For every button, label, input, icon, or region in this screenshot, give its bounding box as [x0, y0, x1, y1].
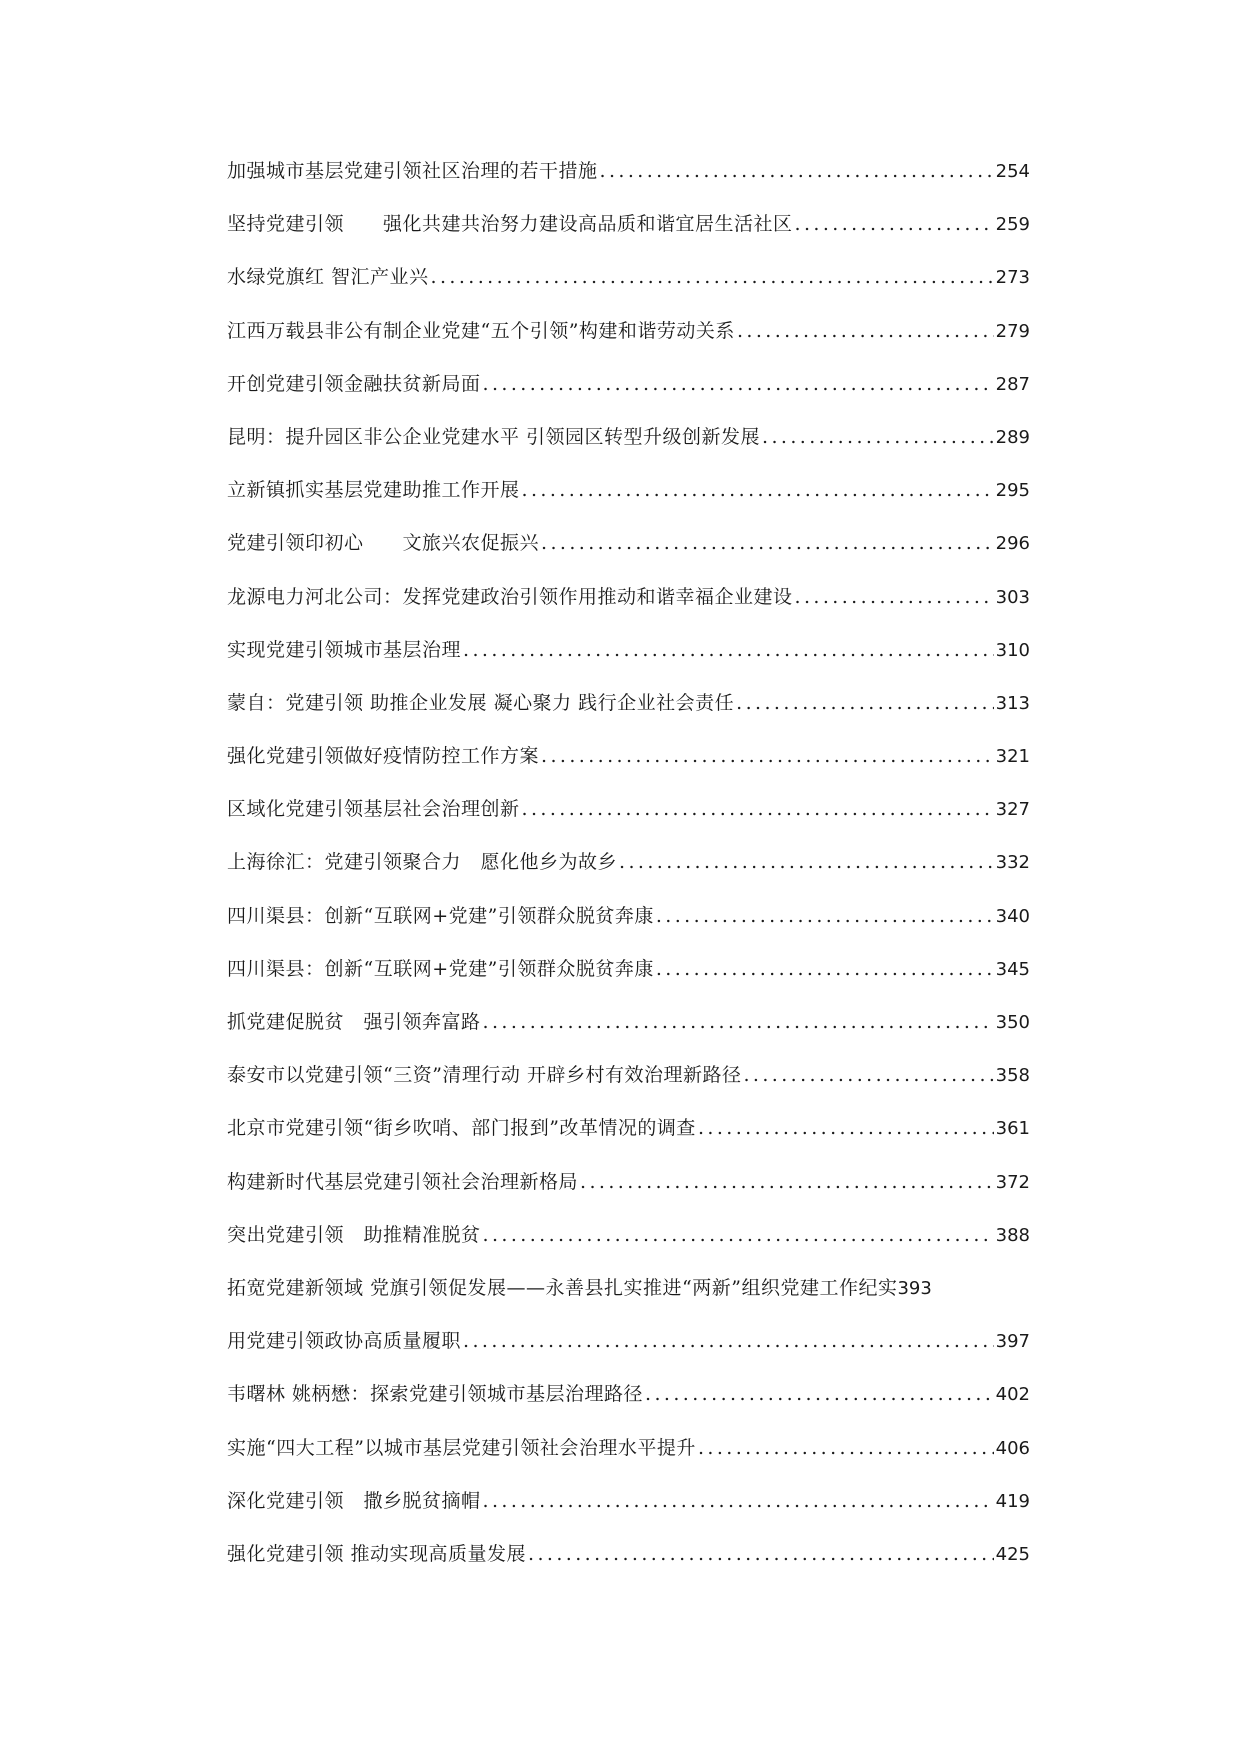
- toc-dot-leader: [656, 901, 994, 931]
- toc-dot-leader: [795, 209, 994, 239]
- toc-entry-page: 289: [995, 426, 1030, 448]
- toc-entry[interactable]: [227, 209, 1030, 262]
- toc-entry[interactable]: [227, 422, 1030, 475]
- toc-entry[interactable]: [227, 582, 1030, 635]
- toc-dot-leader: [463, 635, 994, 665]
- toc-entry-title: 实施“四大工程”以城市基层党建引领社会治理水平提升: [227, 1436, 696, 1459]
- toc-entry-page: 350: [995, 1012, 1030, 1033]
- toc-dot-leader: [619, 847, 994, 877]
- toc-entry-title: 蒙自：党建引领 助推企业发展 凝心聚力 践行企业社会责任: [227, 691, 735, 714]
- toc-dot-leader: [698, 1113, 994, 1143]
- toc-entry-page: 287: [995, 373, 1030, 395]
- toc-entry-page: 296: [995, 533, 1030, 555]
- toc-entry[interactable]: [227, 1486, 1030, 1539]
- toc-entry[interactable]: [227, 1007, 1030, 1060]
- toc-dot-leader: [762, 422, 994, 452]
- toc-dot-leader: [528, 1539, 994, 1569]
- toc-dot-leader: [483, 1486, 994, 1516]
- toc-entry[interactable]: [227, 316, 1030, 369]
- toc-entry-page: 332: [995, 852, 1030, 874]
- toc-entry[interactable]: [227, 794, 1030, 847]
- toc-dot-leader: [483, 1007, 994, 1037]
- toc-entry-title: 坚持党建引领 强化共建共治努力建设高品质和谐宜居生活社区: [227, 213, 793, 236]
- toc-entry[interactable]: [227, 688, 1030, 741]
- toc-entry-page: 425: [995, 1543, 1030, 1565]
- toc-entry-page: 295: [995, 480, 1030, 502]
- toc-dot-leader: [580, 1167, 994, 1197]
- toc-entry-page: 254: [995, 161, 1030, 182]
- toc-dot-leader: [541, 741, 994, 771]
- toc-dot-leader: [541, 528, 994, 558]
- toc-entry[interactable]: [227, 262, 1030, 315]
- toc-dot-leader: [737, 316, 994, 346]
- toc-entry-title: 水绿党旗红 智汇产业兴: [227, 266, 429, 289]
- toc-entry-title: 实现党建引领城市基层治理: [227, 638, 462, 661]
- toc-entry[interactable]: [227, 369, 1030, 422]
- toc-entry-page: 358: [995, 1065, 1030, 1087]
- toc-dot-leader: [522, 794, 994, 824]
- toc-entry[interactable]: [227, 475, 1030, 528]
- toc-dot-leader: [483, 1220, 994, 1250]
- toc-entry-page: 321: [995, 746, 1030, 768]
- toc-entry-page: 393: [897, 1277, 932, 1299]
- toc-entry[interactable]: [227, 1379, 1030, 1432]
- toc-entry-title: 泰安市以党建引领“三资”清理行动 开辟乡村有效治理新路径: [227, 1064, 742, 1087]
- toc-entry-title: 韦曙林 姚柄懋：探索党建引领城市基层治理路径: [227, 1383, 644, 1406]
- toc-entry[interactable]: [227, 1273, 1030, 1326]
- toc-entry-page: 361: [995, 1118, 1030, 1140]
- toc-entry-page: 372: [995, 1171, 1030, 1193]
- toc-entry-title: 用党建引领政协高质量履职: [227, 1330, 462, 1353]
- toc-entry-title: 北京市党建引领“街乡吹哨、部门报到”改革情况的调查: [227, 1117, 696, 1140]
- toc-entry-title: 深化党建引领 撒乡脱贫摘帽: [227, 1489, 481, 1512]
- toc-dot-leader: [743, 1060, 993, 1090]
- toc-entry[interactable]: [227, 1060, 1030, 1113]
- toc-entry-title: 突出党建引领 助推精准脱贫: [227, 1223, 481, 1246]
- toc-entry[interactable]: [227, 156, 1030, 209]
- toc-entry[interactable]: [227, 1167, 1030, 1220]
- toc-entry-page: 388: [995, 1224, 1030, 1246]
- toc-entry-title: 加强城市基层党建引领社区治理的若干措施: [227, 160, 598, 182]
- toc-entry-title: 龙源电力河北公司：发挥党建政治引领作用推动和谐幸福企业建设: [227, 585, 793, 608]
- toc-entry-page: 419: [995, 1490, 1030, 1512]
- toc-entry[interactable]: [227, 954, 1030, 1007]
- toc-entry-page: 402: [995, 1384, 1030, 1406]
- toc-entry-page: 273: [995, 267, 1030, 289]
- toc-entry-page: 313: [995, 692, 1030, 714]
- toc-dot-leader: [698, 1433, 994, 1463]
- toc-entry[interactable]: [227, 1220, 1030, 1273]
- toc-entry[interactable]: [227, 741, 1030, 794]
- toc-dot-leader: [795, 582, 994, 612]
- toc-entry[interactable]: [227, 1113, 1030, 1166]
- toc-entry-page: 310: [995, 639, 1030, 661]
- toc-entry-page: 340: [995, 905, 1030, 927]
- toc-entry-page: 397: [995, 1331, 1030, 1353]
- toc-entry-page: 259: [995, 214, 1030, 236]
- toc-entry-page: 303: [995, 586, 1030, 608]
- toc-entry-title: 抓党建促脱贫 强引领奔富路: [227, 1011, 481, 1033]
- toc-entry-title: 立新镇抓实基层党建助推工作开展: [227, 479, 520, 502]
- toc-entry-title: 构建新时代基层党建引领社会治理新格局: [227, 1170, 579, 1193]
- toc-entry[interactable]: [227, 901, 1030, 954]
- toc-entry-title: 拓宽党建新领域 党旗引领促发展——永善县扎实推进“两新”组织党建工作纪实: [227, 1276, 898, 1299]
- toc-dot-leader: [431, 262, 994, 292]
- toc-entry-title: 江西万载县非公有制企业党建“五个引领”构建和谐劳动关系: [227, 319, 735, 342]
- toc-dot-leader: [522, 475, 994, 505]
- toc-entry[interactable]: [227, 1433, 1030, 1486]
- toc-entry-page: 327: [995, 799, 1030, 821]
- toc-entry-title: 强化党建引领 推动实现高质量发展: [227, 1542, 527, 1565]
- table-of-contents: [227, 156, 1030, 1592]
- toc-entry[interactable]: [227, 635, 1030, 688]
- toc-entry-title: 开创党建引领金融扶贫新局面: [227, 372, 481, 395]
- toc-dot-leader: [463, 1326, 994, 1356]
- toc-entry-title: 四川渠县：创新“互联网+党建”引领群众脱贫奔康: [227, 957, 654, 980]
- toc-entry[interactable]: [227, 528, 1030, 581]
- toc-entry[interactable]: [227, 847, 1030, 900]
- toc-dot-leader: [600, 156, 994, 186]
- toc-entry-title: 区域化党建引领基层社会治理创新: [227, 798, 520, 821]
- toc-entry-page: 279: [995, 320, 1030, 342]
- toc-entry-title: 四川渠县：创新“互联网+党建”引领群众脱贫奔康: [227, 904, 654, 927]
- toc-entry-title: 党建引领印初心 文旅兴农促振兴: [227, 532, 540, 555]
- toc-entry-title: 强化党建引领做好疫情防控工作方案: [227, 745, 540, 768]
- toc-entry-title: 上海徐汇：党建引领聚合力 愿化他乡为故乡: [227, 851, 618, 874]
- toc-dot-leader: [736, 688, 994, 718]
- toc-entry-title: 昆明：提升园区非公企业党建水平 引领园区转型升级创新发展: [227, 425, 761, 448]
- toc-dot-leader: [645, 1379, 994, 1409]
- toc-dot-leader: [483, 369, 994, 399]
- toc-entry-page: 406: [995, 1437, 1030, 1459]
- toc-entry[interactable]: [227, 1539, 1030, 1592]
- toc-entry-page: 345: [995, 958, 1030, 980]
- toc-dot-leader: [656, 954, 994, 984]
- toc-entry[interactable]: [227, 1326, 1030, 1379]
